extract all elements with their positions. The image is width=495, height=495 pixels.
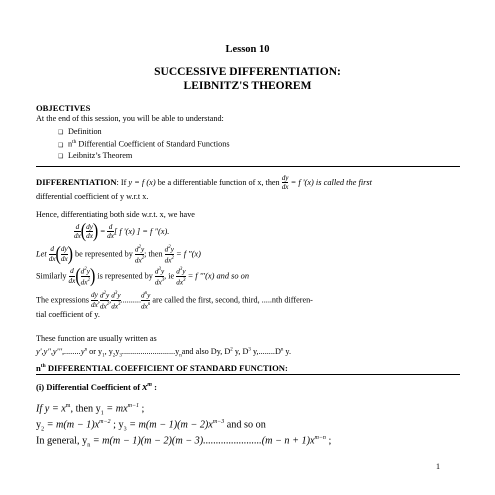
written-as-text: These function are usually written as: [36, 334, 157, 343]
formula-line-2: $y_2 = m(m - 1)x^{m-2}$ ; $y_3 = m(m - 1)(m - 2)x^{m-3}$ and so on: [36, 419, 266, 433]
formula-line-1: If $y = x^m$, then $y_1 = mx^{m-1}$ ;: [36, 403, 145, 417]
page-number: 1: [436, 462, 440, 471]
divider-middle: [36, 374, 460, 375]
notation-line: $y',y",y''',........y^n$ or $y_1$, $y_2y_3..........................y_nand$ also Dy, $D^2$ y, $D^3$ $y,........D^n$ y.: [36, 347, 292, 359]
checkbox-bullet-icon: ❑: [58, 130, 64, 136]
objectives-intro: At the end of this session, you will be able to understand:: [36, 114, 224, 123]
lesson-number: Lesson 10: [225, 44, 270, 55]
title-line-2: LEIBNITZ'S THEOREM: [183, 80, 312, 92]
checkbox-bullet-icon: ❑: [58, 142, 64, 149]
divider-top: [36, 166, 460, 167]
objective-item-2: ❑ $n^{th}$ Differential Coefficient of Standard Functions: [58, 139, 230, 149]
formula-line-3: In general, $y_n = m(m - 1)(m - 2)(m - 3).......................(m - n + 1)x^{m-n}$ ;: [36, 435, 332, 449]
objectives-heading: OBJECTIVES: [36, 103, 91, 113]
objective-item-1: ❑ Definition: [58, 127, 102, 136]
expressions-statement: The expressions $\frac{dy}{dx}$ , $\frac{d^2y}{dx^2}$ , $\frac{d^3y}{dx^3}$ .......... $\frac{d^ny}{dx^n}$ are called the first, second, third, .....nth differen-: [36, 291, 313, 310]
equation-1: $\frac{d}{dx}$ ( $\frac{dy}{dx}$ ) = $\frac{d}{dx}$ [ f '(x) ] = f "(x).: [74, 220, 170, 242]
checkbox-bullet-icon: ❑: [58, 154, 64, 160]
let-statement: Let $\frac{d}{dx}$ ( $\frac{dy}{dx}$ ) be represented by $\frac{d^2y}{dx^2}$ ; then $\frac{d^2y}{dx^2}$ = f "(x): [36, 243, 201, 265]
title-line-1: SUCCESSIVE DIFFERENTIATION:: [154, 66, 341, 78]
hence-text: Hence, differentiating both side w.r.t. x, we have: [36, 210, 195, 219]
nth-section-heading: $n^{th}$ DIFFERENTIAL COEFFICIENT OF STANDARD FUNCTION:: [36, 363, 288, 373]
similarly-statement: Similarly $\frac{d}{dx}$ ( $\frac{d^2y}{dx^2}$ ) is represented by $\frac{d^3y}{dx^3}$ , ie $\frac{d^3y}{dx^3}$ = f '''(x) and so on: [36, 265, 250, 287]
definition-line-2: differential coefficient of y w.r.t x.: [36, 192, 149, 201]
expressions-line-2: tial coefficient of y.: [36, 310, 100, 319]
differentiation-definition: DIFFERENTIATION: If y = f (x) be a differentiable function of x, then $\frac{dy}{dx}$ = f '(x) is called the first: [36, 174, 372, 192]
sub-heading: (i) Differential Coefficient of $x^m$ :: [36, 382, 157, 393]
objective-item-3: ❑ Leibnitz’s Theorem: [58, 151, 133, 160]
